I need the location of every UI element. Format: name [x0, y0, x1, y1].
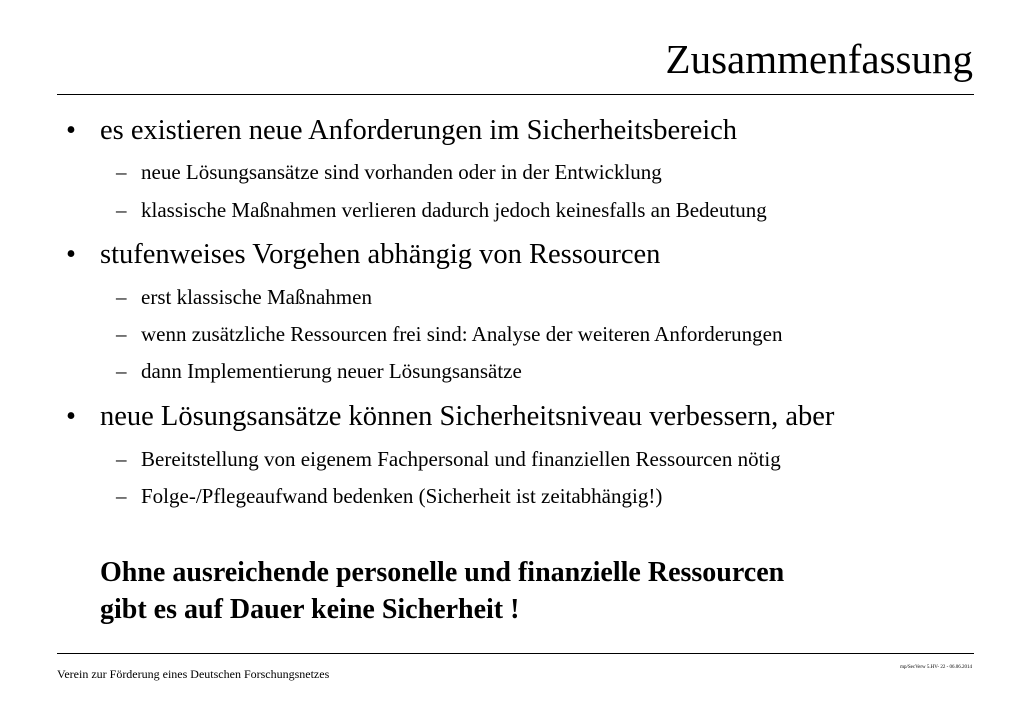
- sub-item-text: Bereitstellung von eigenem Fachpersonal und finanziellen Ressourcen nötig: [141, 447, 781, 471]
- sub-marker: –: [116, 359, 127, 383]
- sub-item-text: Folge-/Pflegeaufwand bedenken (Sicherheit ist zeitabhängig!): [141, 484, 663, 508]
- sub-item-text: klassische Maßnahmen verlieren dadurch jedoch keinesfalls an Bedeutung: [141, 198, 767, 222]
- conclusion-line: gibt es auf Dauer keine Sicherheit !: [100, 594, 520, 625]
- bullet-marker: •: [66, 239, 76, 270]
- sub-marker: –: [116, 447, 127, 471]
- slide-title: Zusammenfassung: [665, 36, 973, 82]
- sub-item-text: erst klassische Maßnahmen: [141, 285, 372, 309]
- sub-marker: –: [116, 160, 127, 184]
- sub-marker: –: [116, 322, 127, 346]
- bullet-text: stufenweises Vorgehen abhängig von Ressourcen: [100, 239, 661, 270]
- footer-divider: [57, 653, 974, 654]
- conclusion-line: Ohne ausreichende personelle und finanzielle Ressourcen: [100, 557, 785, 588]
- bullet-marker: •: [66, 401, 76, 432]
- footer-organization: Verein zur Förderung eines Deutschen Forschungsnetzes: [57, 667, 330, 681]
- sub-item-text: dann Implementierung neuer Lösungsansätze: [141, 359, 522, 383]
- sub-item-text: wenn zusätzliche Ressourcen frei sind: Analyse der weiteren Anforderungen: [141, 322, 783, 346]
- sub-marker: –: [116, 285, 127, 309]
- bullet-text: es existieren neue Anforderungen im Sicherheitsbereich: [100, 115, 738, 146]
- conclusion-text: [100, 554, 784, 628]
- sub-marker: –: [116, 484, 127, 508]
- bullet-text: neue Lösungsansätze können Sicherheitsniveau verbessern, aber: [100, 401, 835, 432]
- title-divider: [57, 94, 974, 95]
- footer-slide-reference: mp/SecVerw 5.HV- 22 - 06.06.2014: [900, 665, 972, 670]
- bullet-marker: •: [66, 115, 76, 146]
- sub-item-text: neue Lösungsansätze sind vorhanden oder in der Entwicklung: [141, 160, 662, 184]
- sub-marker: –: [116, 198, 127, 222]
